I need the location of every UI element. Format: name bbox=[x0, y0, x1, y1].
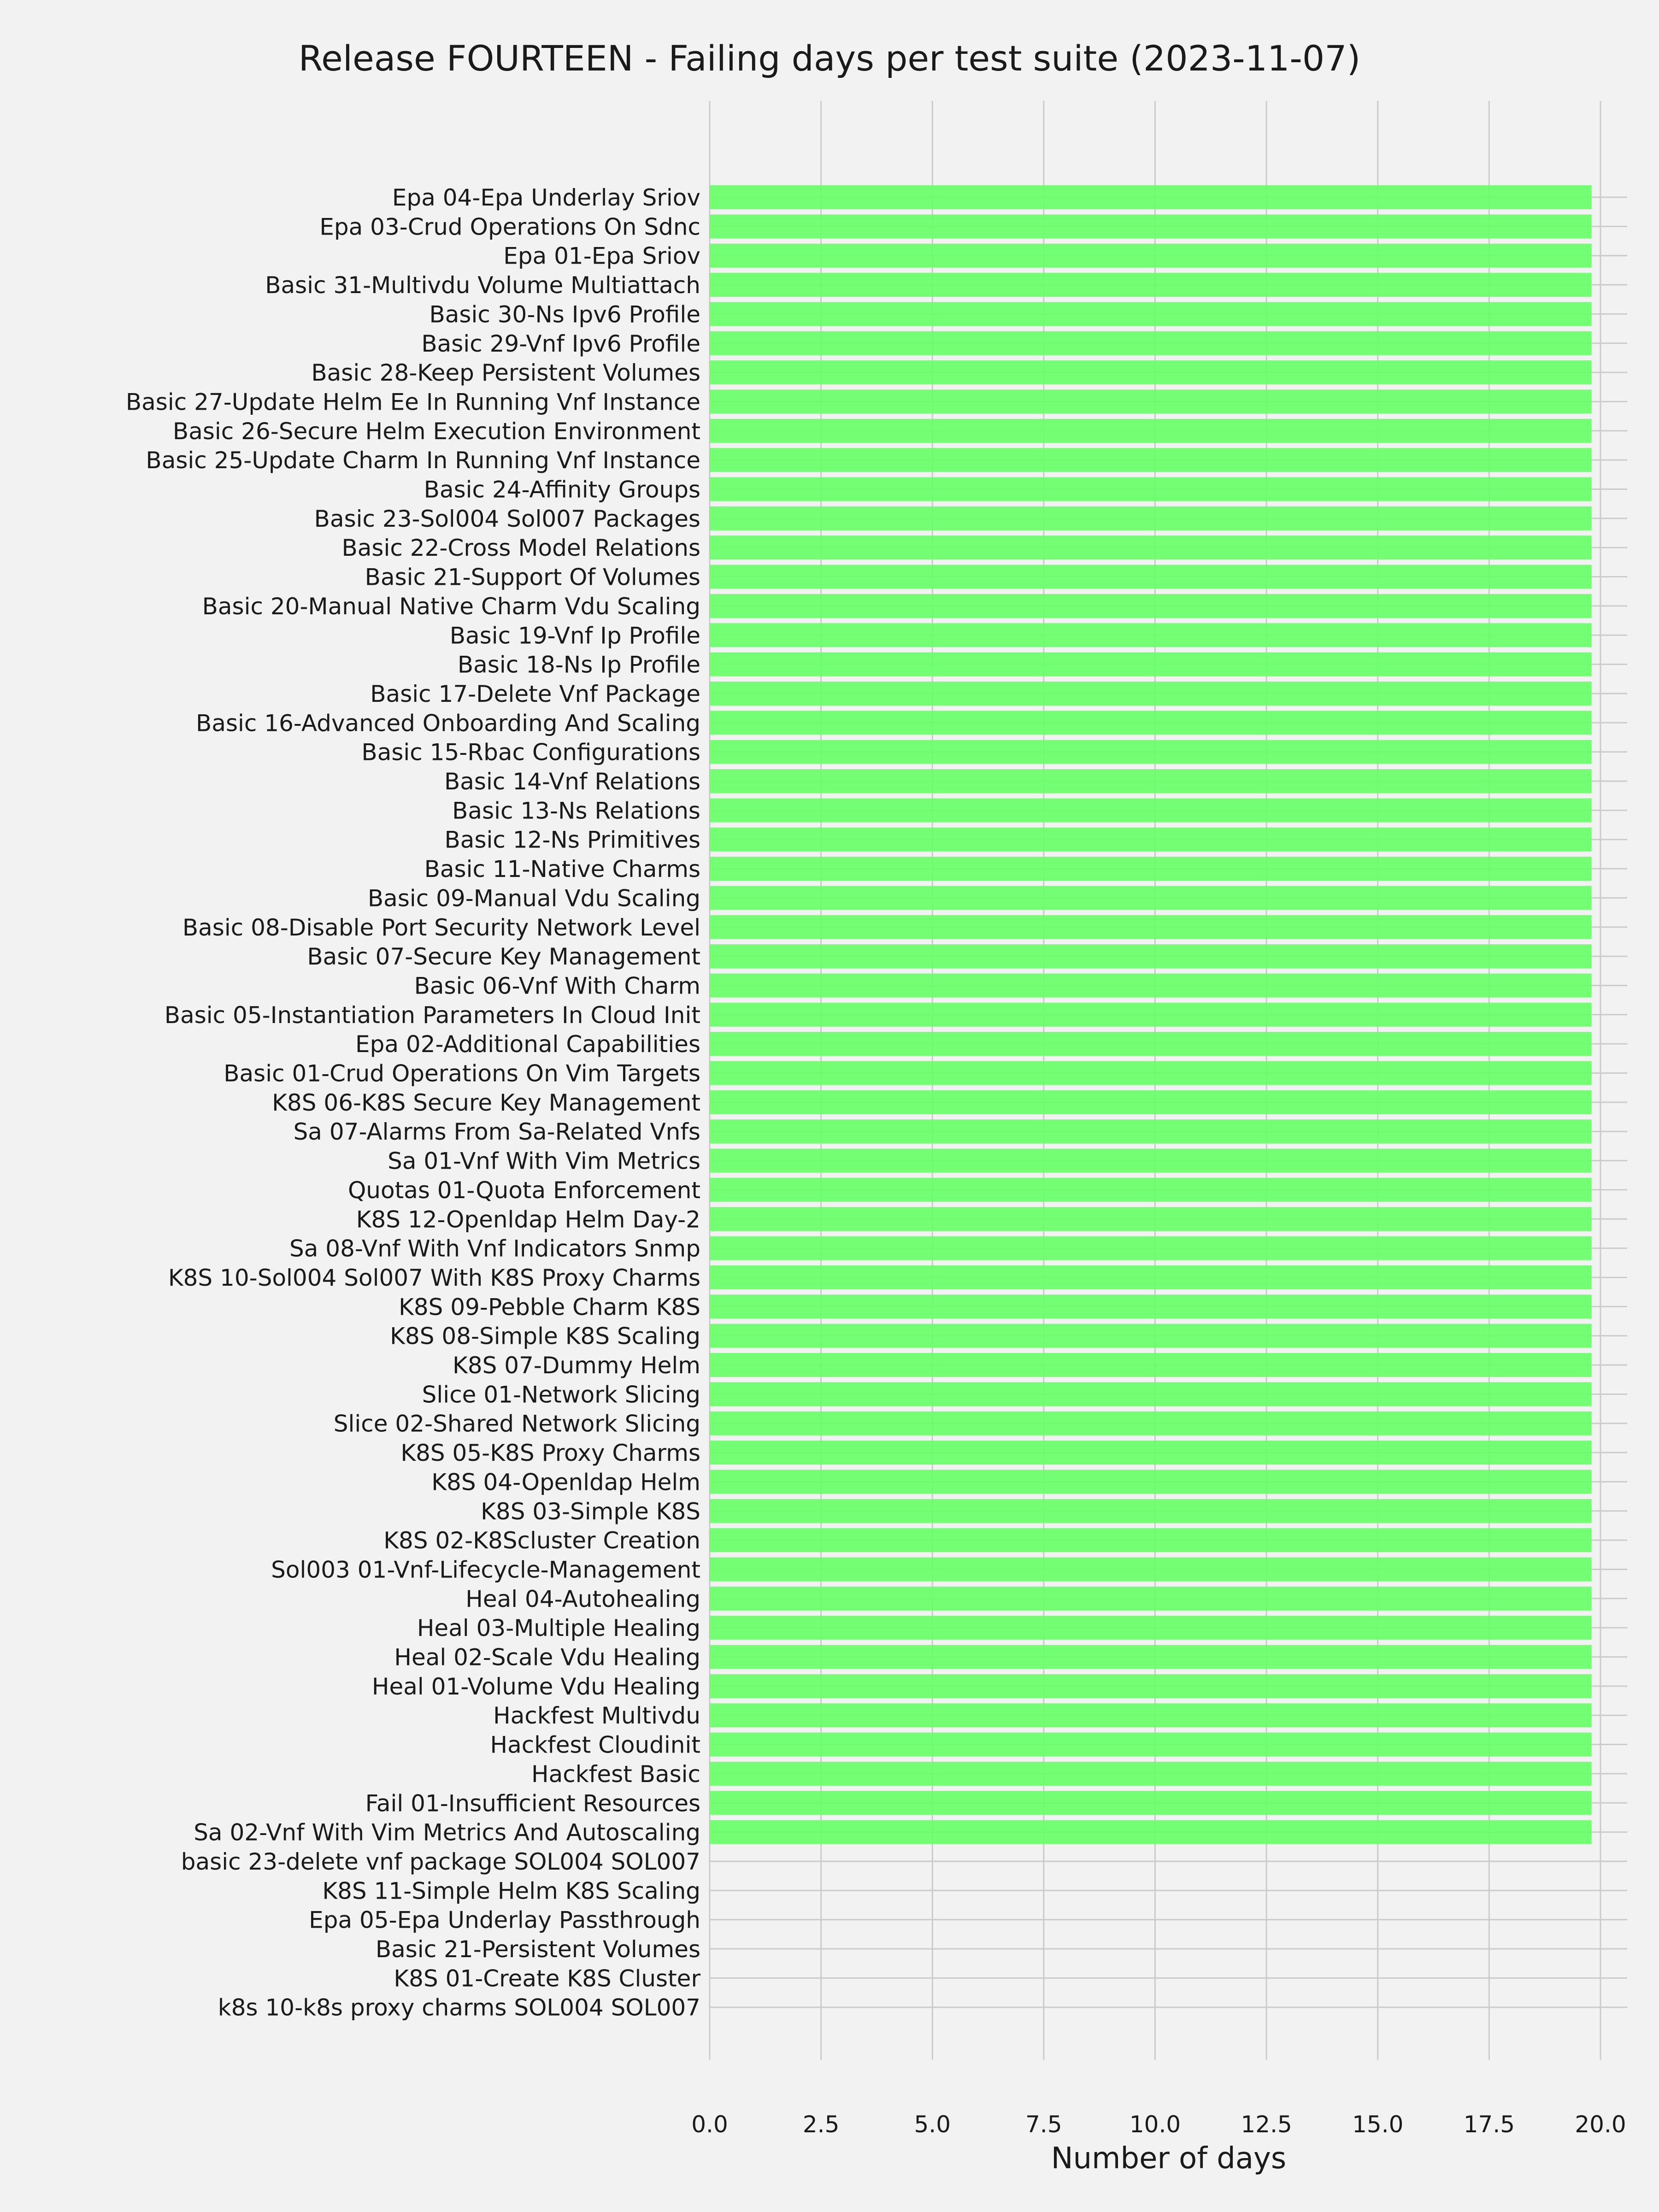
category-label: Basic 21-Support Of Volumes bbox=[365, 564, 700, 591]
bar bbox=[710, 682, 1592, 706]
category-label: Basic 21-Persistent Volumes bbox=[375, 1936, 700, 1963]
category-label: Basic 20-Manual Native Charm Vdu Scaling bbox=[202, 593, 700, 620]
bar bbox=[710, 1324, 1592, 1348]
bar bbox=[710, 1645, 1592, 1669]
category-label: Basic 29-Vnf Ipv6 Profile bbox=[421, 330, 700, 357]
category-label: Basic 13-Ns Relations bbox=[452, 797, 700, 824]
bar bbox=[710, 1207, 1592, 1231]
bar bbox=[710, 1382, 1592, 1406]
chart-title: Release FOURTEEN - Failing days per test suite (2023-11-07) bbox=[298, 38, 1361, 79]
bar bbox=[710, 565, 1592, 589]
category-label: Heal 03-Multiple Healing bbox=[417, 1615, 700, 1642]
bar bbox=[710, 214, 1592, 238]
bar bbox=[710, 477, 1592, 501]
bar bbox=[710, 857, 1592, 881]
category-label: Heal 01-Volume Vdu Healing bbox=[371, 1673, 700, 1700]
bar bbox=[710, 1412, 1592, 1435]
bar bbox=[710, 448, 1592, 472]
category-label: Heal 02-Scale Vdu Healing bbox=[394, 1644, 700, 1671]
x-tick-layer bbox=[691, 2111, 1626, 2138]
category-label: Basic 27-Update Helm Ee In Running Vnf Instance bbox=[125, 388, 700, 416]
category-label: Epa 04-Epa Underlay Sriov bbox=[392, 184, 700, 211]
category-label: Basic 31-Multivdu Volume Multiattach bbox=[265, 272, 700, 299]
bar bbox=[710, 944, 1592, 968]
category-label: Quotas 01-Quota Enforcement bbox=[347, 1177, 700, 1204]
x-axis-title: Number of days bbox=[1051, 2141, 1287, 2176]
bar bbox=[710, 331, 1592, 355]
category-label: Basic 25-Update Charm In Running Vnf Instance bbox=[146, 447, 700, 474]
category-label: Epa 03-Crud Operations On Sdnc bbox=[319, 213, 700, 241]
category-label: Basic 11-Native Charms bbox=[424, 856, 700, 883]
category-label: Heal 04-Autohealing bbox=[465, 1585, 700, 1612]
category-label: Basic 01-Crud Operations On Vim Targets bbox=[224, 1060, 700, 1087]
bar-layer bbox=[710, 185, 1592, 1844]
category-label: Sa 07-Alarms From Sa-Related Vnfs bbox=[293, 1118, 700, 1146]
bar bbox=[710, 886, 1592, 910]
category-label: Basic 05-Instantiation Parameters In Cloud Init bbox=[164, 1001, 700, 1029]
bar bbox=[710, 1003, 1592, 1027]
bar bbox=[710, 594, 1592, 618]
bar bbox=[710, 1119, 1592, 1143]
category-label: Basic 26-Secure Helm Execution Environment bbox=[172, 418, 700, 445]
bar bbox=[710, 769, 1592, 793]
category-label: K8S 02-K8Scluster Creation bbox=[383, 1527, 700, 1554]
bar bbox=[710, 1294, 1592, 1318]
bar bbox=[710, 1557, 1592, 1581]
category-label: Hackfest Cloudinit bbox=[490, 1731, 700, 1759]
bar bbox=[710, 1791, 1592, 1815]
bar bbox=[710, 506, 1592, 530]
category-label: Fail 01-Insufficient Resources bbox=[365, 1790, 700, 1817]
category-label: Basic 09-Manual Vdu Scaling bbox=[367, 885, 700, 912]
bar bbox=[710, 711, 1592, 735]
bar bbox=[710, 273, 1592, 297]
bar bbox=[710, 302, 1592, 326]
x-tick-label: 10.0 bbox=[1129, 2111, 1181, 2138]
category-label: K8S 01-Create K8S Cluster bbox=[394, 1965, 700, 1992]
category-label: k8s 10-k8s proxy charms SOL004 SOL007 bbox=[218, 1994, 700, 2021]
bar bbox=[710, 1061, 1592, 1085]
category-label: K8S 09-Pebble Charm K8S bbox=[399, 1294, 700, 1321]
bar bbox=[710, 653, 1592, 677]
category-label: Basic 30-Ns Ipv6 Profile bbox=[429, 301, 700, 328]
bar bbox=[710, 1353, 1592, 1377]
category-label: Epa 02-Additional Capabilities bbox=[355, 1031, 700, 1058]
category-label: K8S 04-Openldap Helm bbox=[431, 1469, 700, 1496]
category-label: Hackfest Multivdu bbox=[493, 1702, 700, 1730]
bar bbox=[710, 1762, 1592, 1786]
bar bbox=[710, 740, 1592, 764]
category-label: Sa 02-Vnf With Vim Metrics And Autoscaling bbox=[194, 1819, 700, 1846]
bar bbox=[710, 1674, 1592, 1698]
bar bbox=[710, 1090, 1592, 1114]
category-label: Basic 16-Advanced Onboarding And Scaling bbox=[196, 710, 700, 737]
category-label: Basic 23-Sol004 Sol007 Packages bbox=[314, 505, 700, 532]
category-label: Basic 19-Vnf Ip Profile bbox=[449, 622, 700, 649]
bar bbox=[710, 1236, 1592, 1260]
bar bbox=[710, 185, 1592, 209]
bar bbox=[710, 244, 1592, 268]
bar bbox=[710, 419, 1592, 443]
category-label: Basic 18-Ns Ip Profile bbox=[457, 651, 700, 678]
category-label: Sol003 01-Vnf-Lifecycle-Management bbox=[271, 1556, 700, 1583]
bar bbox=[710, 973, 1592, 997]
bar bbox=[710, 1149, 1592, 1173]
bar bbox=[710, 360, 1592, 384]
category-label: K8S 08-Simple K8S Scaling bbox=[390, 1323, 700, 1350]
bar bbox=[710, 798, 1592, 822]
category-label: K8S 03-Simple K8S bbox=[481, 1498, 700, 1525]
bar bbox=[710, 1441, 1592, 1465]
bar bbox=[710, 623, 1592, 647]
bar bbox=[710, 1587, 1592, 1611]
bar bbox=[710, 1470, 1592, 1494]
category-label: K8S 07-Dummy Helm bbox=[453, 1352, 700, 1379]
category-label-layer bbox=[126, 184, 701, 2021]
bar bbox=[710, 828, 1592, 852]
category-label: Sa 08-Vnf With Vnf Indicators Snmp bbox=[289, 1235, 700, 1262]
bar bbox=[710, 1032, 1592, 1056]
bar bbox=[710, 1616, 1592, 1640]
x-tick-label: 15.0 bbox=[1352, 2111, 1404, 2138]
bar bbox=[710, 1265, 1592, 1289]
x-tick-label: 5.0 bbox=[914, 2111, 951, 2138]
category-label: Hackfest Basic bbox=[531, 1760, 700, 1788]
category-label: K8S 10-Sol004 Sol007 With K8S Proxy Charms bbox=[168, 1264, 700, 1291]
category-label: K8S 12-Openldap Helm Day-2 bbox=[356, 1206, 700, 1233]
category-label: Basic 08-Disable Port Security Network Level bbox=[182, 914, 700, 941]
x-tick-label: 7.5 bbox=[1025, 2111, 1062, 2138]
bar bbox=[710, 1499, 1592, 1523]
category-label: Sa 01-Vnf With Vim Metrics bbox=[388, 1147, 700, 1175]
category-label: K8S 06-K8S Secure Key Management bbox=[272, 1089, 700, 1116]
x-tick-label: 2.5 bbox=[802, 2111, 840, 2138]
category-label: Basic 28-Keep Persistent Volumes bbox=[311, 359, 700, 387]
bar bbox=[710, 915, 1592, 939]
category-label: Basic 12-Ns Primitives bbox=[444, 826, 700, 853]
category-label: Basic 22-Cross Model Relations bbox=[341, 535, 700, 562]
x-tick-label: 17.5 bbox=[1463, 2111, 1515, 2138]
category-label: K8S 11-Simple Helm K8S Scaling bbox=[322, 1877, 700, 1905]
category-label: Epa 05-Epa Underlay Passthrough bbox=[309, 1906, 700, 1934]
bar bbox=[710, 535, 1592, 559]
bar bbox=[710, 1528, 1592, 1552]
category-label: Slice 02-Shared Network Slicing bbox=[333, 1410, 700, 1437]
bar bbox=[710, 1178, 1592, 1202]
x-tick-label: 0.0 bbox=[691, 2111, 728, 2138]
category-label: Basic 17-Delete Vnf Package bbox=[370, 680, 700, 707]
category-label: Basic 14-Vnf Relations bbox=[444, 768, 700, 795]
category-label: Epa 01-Epa Sriov bbox=[503, 242, 700, 270]
category-label: K8S 05-K8S Proxy Charms bbox=[400, 1440, 700, 1467]
bar bbox=[710, 1733, 1592, 1757]
x-tick-label: 20.0 bbox=[1575, 2111, 1626, 2138]
category-label: Basic 06-Vnf With Charm bbox=[414, 972, 700, 1000]
bar bbox=[710, 389, 1592, 413]
bar bbox=[710, 1703, 1592, 1727]
x-tick-label: 12.5 bbox=[1241, 2111, 1292, 2138]
category-label: basic 23-delete vnf package SOL004 SOL007 bbox=[181, 1848, 700, 1875]
category-label: Basic 07-Secure Key Management bbox=[307, 943, 700, 971]
category-label: Slice 01-Network Slicing bbox=[422, 1381, 700, 1408]
category-label: Basic 15-Rbac Configurations bbox=[361, 739, 700, 766]
bar bbox=[710, 1820, 1592, 1844]
category-label: Basic 24-Affinity Groups bbox=[424, 476, 700, 503]
